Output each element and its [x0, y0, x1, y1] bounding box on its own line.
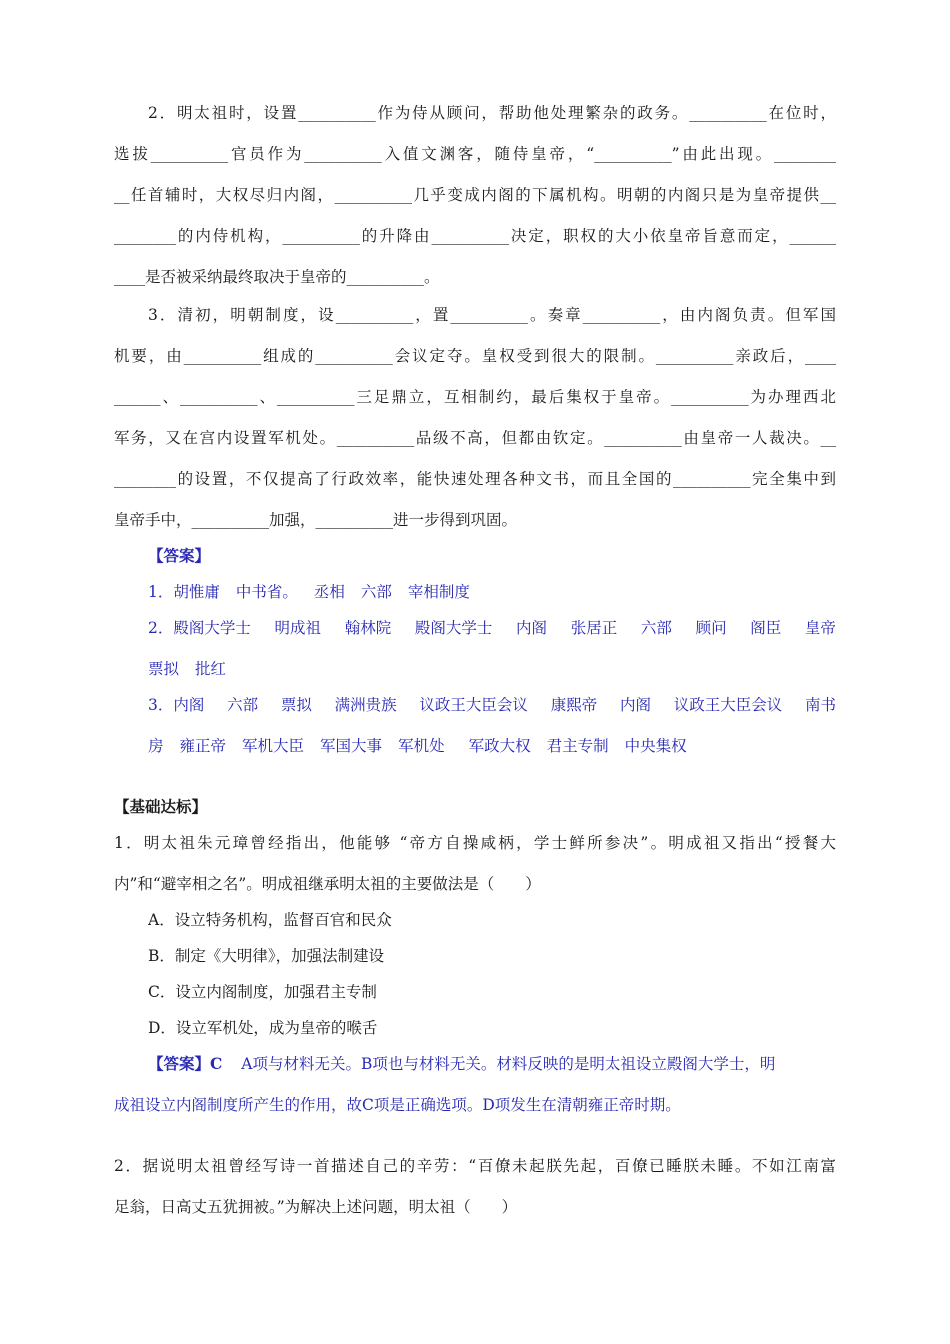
answer-2-item: 批红 — [195, 660, 227, 678]
q2-line-5: ____是否被采纳最终取决于皇帝的__________。 — [114, 268, 440, 286]
answer-3-item: 六部 — [227, 696, 259, 714]
answer-1-item: 六部 — [360, 583, 392, 601]
answer-label: 【答案】 — [148, 546, 211, 565]
q2-line-2: 选拔__________官员作为__________入值文渊客，随侍皇帝，“__________”由此出现。________ — [114, 145, 836, 163]
q2-line-4: ________的内侍机构，__________的升降由__________决定，职权的大小依皇帝旨意而定，______ — [114, 227, 836, 245]
basic-q1-answer-label: 【答案】C — [148, 1054, 223, 1073]
q2-line-3: __任首辅时，大权尽归内阁，__________几乎变成内阁的下属机构。明朝的内阁只是为皇帝提供__ — [114, 186, 836, 204]
answer-2-item: 2．殿阁大学士 — [148, 619, 251, 637]
answer-3-item: 军国大事 — [320, 737, 383, 755]
option-b: B．制定《大明律》，加强法制建设 — [148, 947, 385, 965]
answer-2-item: 六部 — [640, 619, 672, 637]
answer-3-item: 议政王大臣会议 — [419, 696, 528, 714]
q2-line-1: 2．明太祖时，设置__________作为侍从顾问，帮助他处理繁杂的政务。__________在位时， — [148, 104, 836, 122]
answer-2-line-2 — [148, 659, 836, 679]
answer-2-item: 明成祖 — [274, 619, 322, 637]
answer-1-item: 宰相制度 — [407, 583, 470, 601]
answer-2-item: 张居正 — [570, 619, 618, 637]
answer-3-item: 中央集权 — [624, 737, 687, 755]
answer-2-item: 顾问 — [695, 619, 727, 637]
answer-3-item: 满洲贵族 — [334, 696, 397, 714]
answer-3-item: 内阁 — [619, 696, 651, 714]
answer-3-item: 议政王大臣会议 — [673, 696, 783, 714]
option-a: A．设立特务机构，监督百官和民众 — [148, 911, 392, 929]
answer-3-item: 3．内阁 — [148, 696, 205, 714]
answer-2-item: 皇帝 — [804, 619, 836, 637]
basic-q2-line-1: 2．据说明太祖曾经写诗一首描述自己的辛劳：“百僚未起朕先起，百僚已睡朕未睡。不如江南富 — [114, 1157, 836, 1175]
answer-3-item: 军政大权 — [468, 737, 531, 755]
answer-3-line-2 — [148, 736, 836, 756]
answer-3-item: 房 — [148, 737, 164, 755]
answer-2-item: 票拟 — [148, 660, 180, 678]
q3-line-3: ______、__________、__________三足鼎立，互相制约，最后集权于皇帝。__________为办理西北 — [114, 388, 836, 406]
answer-3-item: 军机处 — [398, 737, 445, 755]
answer-3-item: 康熙帝 — [550, 696, 598, 714]
basic-q1-answer-line-2: 成祖设立内阁制度所产生的作用，故C项是正确选项。D项发生在清朝雍正帝时期。 — [114, 1096, 681, 1114]
answer-1-item: 丞相 — [313, 583, 345, 601]
answer-1 — [148, 582, 836, 602]
basic-q2-line-2: 足翁，日高丈五犹拥被。”为解决上述问题，明太祖（ ） — [114, 1198, 518, 1216]
q3-line-1: 3．清初，明朝制度，设__________，置__________。奏章__________，由内阁负责。但军国 — [148, 306, 836, 324]
basic-q1-line-2: 内”和“避宰相之名”。明成祖继承明太祖的主要做法是（ ） — [114, 875, 541, 893]
section-heading: 【基础达标】 — [114, 797, 208, 816]
answer-2-item: 翰林院 — [344, 619, 392, 637]
q3-line-5: ________的设置，不仅提高了行政效率，能快速处理各种文书，而且全国的__________完全集中到 — [114, 470, 836, 488]
basic-q1-answer-line-1 — [148, 1054, 836, 1074]
answer-3-item: 票拟 — [280, 696, 312, 714]
answer-2-item: 殿阁大学士 — [414, 619, 493, 637]
answer-1-item: 1．胡惟庸 — [148, 583, 220, 601]
answer-3-item: 君主专制 — [546, 737, 609, 755]
q3-line-6: 皇帝手中，__________加强，__________进一步得到巩固。 — [114, 511, 518, 529]
answer-3-item: 雍正帝 — [179, 737, 227, 755]
answer-2-line-1 — [148, 618, 836, 638]
basic-q1-line-1: 1．明太祖朱元璋曾经指出，他能够 “帝方自操咸柄，学士鲜所参决”。明成祖又指出“授餐大 — [114, 834, 836, 852]
option-c: C．设立内阁制度，加强君主专制 — [148, 983, 377, 1001]
answer-1-item: 中书省。 — [235, 583, 298, 601]
q3-line-2: 机要，由__________组成的__________会议定夺。皇权受到很大的限制。__________亲政后，____ — [114, 347, 836, 365]
answer-3-item: 南书 — [804, 696, 836, 714]
answer-3-line-1 — [148, 695, 836, 715]
answer-2-item: 内阁 — [516, 619, 548, 637]
answer-2-item: 阁臣 — [750, 619, 782, 637]
option-d: D．设立军机处，成为皇帝的喉舌 — [148, 1019, 378, 1037]
q3-line-4: 军务，又在宫内设置军机处。__________品级不高，但都由钦定。__________由皇帝一人裁决。__ — [114, 429, 836, 447]
answer-3-item: 军机大臣 — [242, 737, 305, 755]
basic-q1-answer-text-1: A项与材料无关。B项也与材料无关。材料反映的是明太祖设立殿阁大学士，明 — [241, 1055, 776, 1073]
